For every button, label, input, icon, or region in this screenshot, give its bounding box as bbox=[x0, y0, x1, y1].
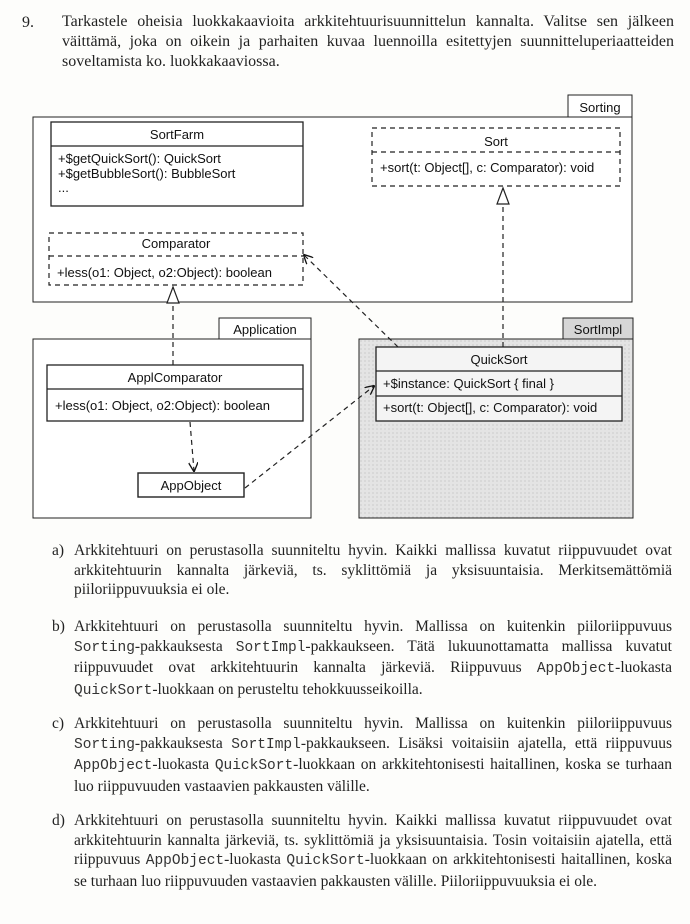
interface-comparator bbox=[49, 233, 303, 285]
class-applcomparator bbox=[47, 365, 303, 421]
question-number: 9. bbox=[22, 14, 34, 31]
option-b-text: Arkkitehtuuri on perustasolla suunniteltu hyvin. Mallissa on kuitenkin piiloriippuvuus Sorting-pakkauksesta SortImpl-pakkaukseen. Tätä lukuunottamatta mallissa kuvatut riippuvuudet ovat arkkitehtuurin kannalta järkeviä. Riippuvuus AppObject-luokasta QuickSort-luokkaan on perusteltu tehokkuusseikoilla. bbox=[74, 618, 672, 699]
class-sortfarm bbox=[51, 122, 303, 206]
interface-sort bbox=[372, 128, 620, 186]
package-application-label: Application bbox=[233, 322, 297, 337]
option-b-label: b) bbox=[52, 618, 65, 635]
applcomparator-member: +less(o1: Object, o2:Object): boolean bbox=[55, 398, 270, 413]
package-sorting-label: Sorting bbox=[579, 100, 621, 115]
quicksort-member: +sort(t: Object[], c: Comparator): void bbox=[383, 400, 598, 415]
sortfarm-member: +$getQuickSort(): QuickSort bbox=[58, 151, 221, 166]
comparator-member: +less(o1: Object, o2:Object): boolean bbox=[57, 265, 272, 280]
option-d-label: d) bbox=[52, 812, 65, 829]
class-quicksort bbox=[376, 347, 622, 421]
sortfarm-member: +$getBubbleSort(): BubbleSort bbox=[58, 166, 236, 181]
sortfarm-name: SortFarm bbox=[149, 127, 205, 142]
class-appobject bbox=[138, 473, 244, 497]
comparator-name: Comparator bbox=[141, 236, 211, 251]
applcomparator-name: ApplComparator bbox=[127, 370, 223, 385]
option-a-label: a) bbox=[52, 542, 65, 559]
sortfarm-member: ... bbox=[58, 180, 69, 195]
package-sortimpl-label: SortImpl bbox=[573, 322, 623, 337]
sort-name: Sort bbox=[484, 134, 508, 149]
option-c-label: c) bbox=[52, 715, 65, 732]
option-d-text: Arkkitehtuuri on perustasolla suunniteltu hyvin. Kaikki mallissa kuvatut riippuvuudet ovat arkkitehtuurin kannalta järkeviä, ts. syklittömiä ja yksisuuntaisia. Tosin voitaisiin ajatella, että riippuvuus AppObject-luokasta QuickSort-luokkaan on arkkitehtonisesti haitallinen, koska se turhaan luo riippuvuuden vastaavien pakkausten välille. Piiloriippuvuuksia ei ole. bbox=[74, 812, 672, 890]
question-text: Tarkastele oheisia luokkakaavioita arkkitehtuurisuunnittelun kannalta. Valitse sen jälkeen väittämä, joka on oikein ja parhaiten kuvaa luennoilla esitettyjen suunnitteluperiaatteiden soveltamista ko. luokkakaaviossa. bbox=[62, 13, 674, 70]
quicksort-attribute: +$instance: QuickSort { final } bbox=[383, 376, 554, 391]
sort-member: +sort(t: Object[], c: Comparator): void bbox=[380, 160, 595, 175]
option-a-text: Arkkitehtuuri on perustasolla suunniteltu hyvin. Kaikki mallissa kuvatut riippuvuudet ovat arkkitehtuurin kannalta järkeviä, ts. syklittömiä ja yksisuuntaisia. Merkitsemättömiä piiloriippuvuuksia ei ole. bbox=[74, 542, 672, 598]
quicksort-name: QuickSort bbox=[470, 352, 528, 367]
option-c-text: Arkkitehtuuri on perustasolla suunniteltu hyvin. Mallissa on kuitenkin piiloriippuvuus Sorting-pakkauksesta SortImpl-pakkaukseen. Lisäksi voitaisiin ajatella, että riippuvuus AppObject-luokasta QuickSort-luokkaan on arkkitehtonisesti haitallinen, koska se turhaan luo riippuvuuden vastaavien pakkausten välille. bbox=[74, 715, 672, 795]
appobject-name: AppObject bbox=[160, 478, 222, 493]
